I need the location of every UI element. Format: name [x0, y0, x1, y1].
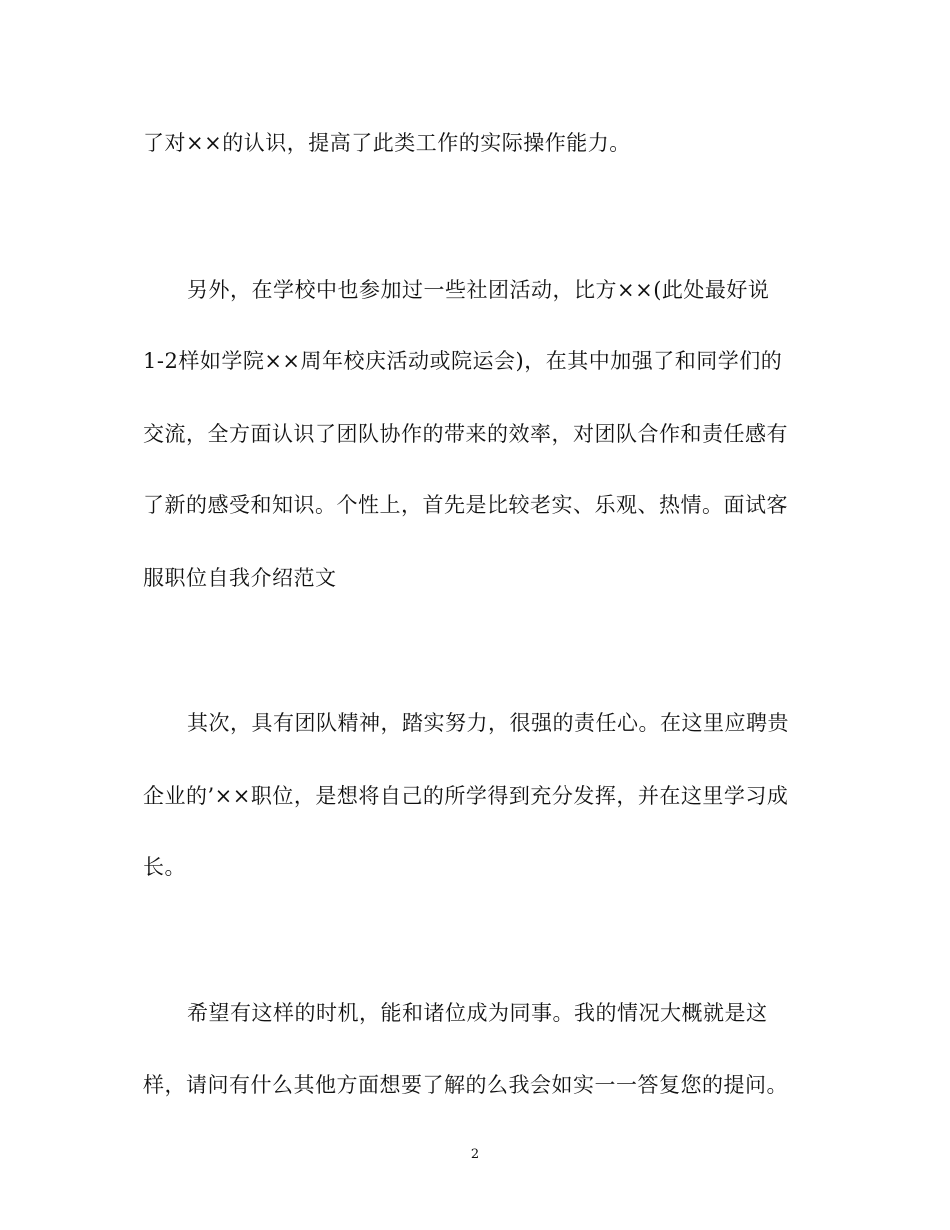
paragraph-1-line-1: 了对××的认识，提高了此类工作的实际操作能力。 — [143, 131, 631, 155]
paragraph-2-line-4: 了新的感受和知识。个性上，首先是比较老实、乐观、热情。面试客 — [143, 493, 788, 517]
paragraph-3-line-3: 长。 — [143, 855, 186, 879]
paragraph-2-line-1: 另外，在学校中也参加过一些社团活动，比方××(此处最好说 — [187, 278, 770, 302]
paragraph-3-line-1: 其次，具有团队精神，踏实努力，很强的责任心。在这里应聘贵 — [187, 711, 789, 735]
paragraph-2-line-3: 交流，全方面认识了团队协作的带来的效率，对团队合作和责任感有 — [143, 422, 788, 446]
paragraph-2-line-5: 服职位自我介绍范文 — [143, 566, 337, 590]
paragraph-4-line-2: 样，请问有什么其他方面想要了解的么我会如实一一答复您的提问。 — [143, 1073, 788, 1097]
paragraph-4-line-1: 希望有这样的时机，能和诸位成为同事。我的情况大概就是这 — [187, 1001, 768, 1025]
paragraph-2-line-2: 1-2样如学院××周年校庆活动或院运会)，在其中加强了和同学们的 — [143, 349, 783, 373]
page-number: 2 — [470, 1147, 480, 1162]
paragraph-3-line-2: 企业的’××职位，是想将自己的所学得到充分发挥，并在这里学习成 — [143, 784, 789, 808]
